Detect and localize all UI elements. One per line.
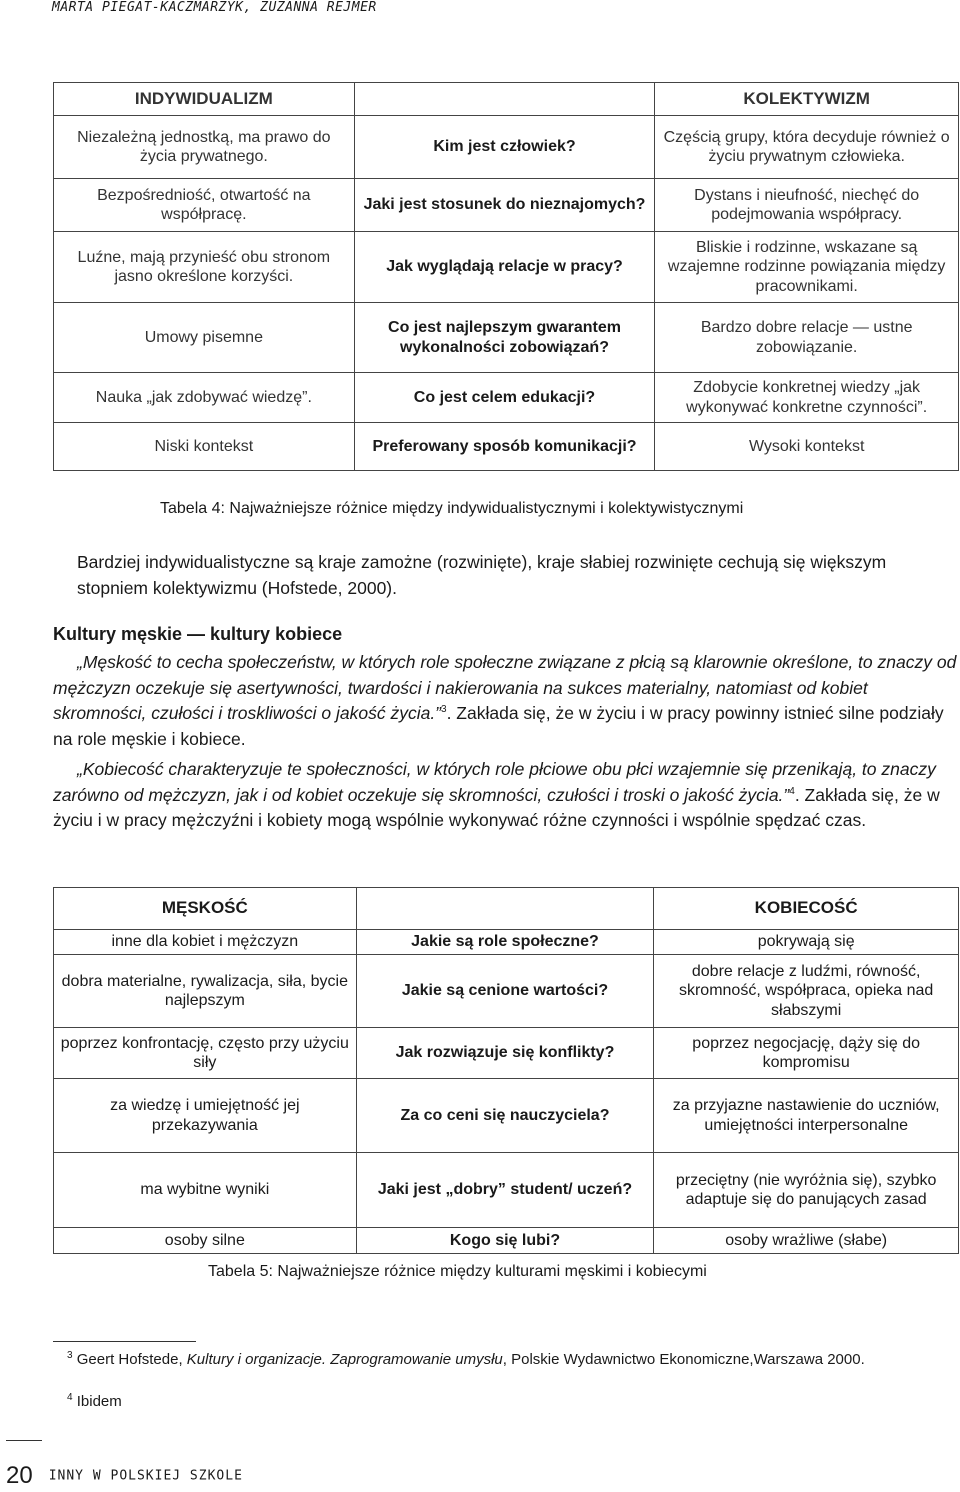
cell-left: Niski kontekst [54,423,355,471]
footnote-3 [53,1349,958,1371]
footnote-title: Kultury i organizacje. Zaprogramowanie umysłu [186,1351,503,1368]
cell-left: ma wybitne wyniki [54,1153,357,1228]
footnote-author: Geert Hofstede, [76,1351,187,1368]
cell-left: Nauka „jak zdobywać wiedzę”. [54,373,355,423]
cell-question: Jakie są role społeczne? [356,930,654,955]
footnote-divider [53,1341,196,1342]
cell-right: Wysoki kontekst [655,423,959,471]
cell-left: osoby silne [54,1228,357,1254]
paragraph-text: . Zakłada się, że w życiu i w pracy mężczyźni i kobiety mogą wspólnie wykonywać różne czynności i wspólnie spędzać czas. [53,784,940,830]
table-row [54,303,959,373]
header-empty [356,888,654,930]
footnote-text: Ibidem [76,1393,122,1410]
cell-question: Kogo się lubi? [356,1228,654,1254]
table-row [54,1079,959,1153]
table-row [54,373,959,423]
table-row [54,423,959,471]
cell-left: poprzez konfrontację, często przy użyciu siły [54,1028,357,1079]
footnote-4 [53,1391,960,1413]
table-individualism-collectivism [53,82,959,471]
page-footer [6,1462,243,1490]
cell-right: Zdobycie konkretnej wiedzy „jak wykonywać konkretne czynności”. [655,373,959,423]
cell-question: Jak wyglądają relacje w pracy? [354,232,655,303]
table4-caption: Tabela 4: Najważniejsze różnice między indywidualistycznymi i kolektywistycznymi [160,500,744,517]
table-row [54,232,959,303]
cell-question: Jak rozwiązuje się konflikty? [356,1028,654,1079]
cell-left: inne dla kobiet i mężczyzn [54,930,357,955]
running-head: MARTA PIEGAT-KACZMARZYK, ZUZANNA REJMER [52,0,377,15]
page-number: 20 [6,1462,33,1489]
cell-question: Preferowany sposób komunikacji? [354,423,655,471]
header-masculinity: MĘSKOŚĆ [54,888,357,930]
cell-left: Niezależną jednostką, ma prawo do życia prywatnego. [54,116,355,179]
table-row [54,179,959,232]
cell-question: Jaki jest stosunek do nieznajomych? [354,179,655,232]
cell-left: Bezpośredniość, otwartość na współpracę. [54,179,355,232]
journal-name: INNY W POLSKIEJ SZKOLE [48,1468,243,1484]
table-row [54,1228,959,1254]
cell-right: dobre relacje z ludźmi, równość, skromność, współpraca, opieka nad słabszymi [654,955,959,1028]
cell-right: poprzez negocjację, dąży się do kompromisu [654,1028,959,1079]
paragraph-text: . Zakłada się, że w życiu i w pracy powinny istnieć silne podziały na role męskie i kobiece. [53,703,944,749]
cell-question: Co jest celem edukacji? [354,373,655,423]
cell-question: Kim jest człowiek? [354,116,655,179]
header-femininity: KOBIECOŚĆ [654,888,959,930]
cell-question: Co jest najlepszym gwarantem wykonalności zobowiązań? [354,303,655,373]
table-row [54,1028,959,1079]
cell-right: Dystans i nieufność, niechęć do podejmowania współpracy. [655,179,959,232]
cell-right: Bliskie i rodzinne, wskazane są wzajemne rodzinne powiązania między pracownikami. [655,232,959,303]
table-masculinity-femininity [53,887,959,1254]
cell-left: dobra materialne, rywalizacja, siła, bycie najlepszym [54,955,357,1028]
cell-question: Jakie są cenione wartości? [356,955,654,1028]
paragraph-femininity [53,757,958,834]
cell-question: Jaki jest „dobry” student/ uczeń? [356,1153,654,1228]
cell-right: Bardzo dobre relacje — ustne zobowiązanie. [655,303,959,373]
footnote-number: 4 [67,1392,73,1403]
table-row [54,1153,959,1228]
header-collectivism: KOLEKTYWIZM [655,83,959,116]
table-row [54,116,959,179]
cell-left: Luźne, mają przynieść obu stronom jasno określone korzyści. [54,232,355,303]
footer-divider [6,1440,42,1441]
footnote-ref: 3 [441,704,447,716]
cell-left: Umowy pisemne [54,303,355,373]
table5-caption: Tabela 5: Najważniejsze różnice między kulturami męskimi i kobiecymi [208,1263,707,1280]
header-individualism: INDYWIDUALIZM [54,83,355,116]
footnote-ref: 4 [789,785,795,797]
footnote-number: 3 [67,1350,73,1361]
cell-right: pokrywają się [654,930,959,955]
paragraph-text: Bardziej indywidualistyczne są kraje zamożne (rozwinięte), kraje słabiej rozwinięte cechują się większym stopniem kolektywizmu (Hofstede, 2000). [77,552,887,598]
cell-right: osoby wrażliwe (słabe) [654,1228,959,1254]
cell-right: przeciętny (nie wyróżnia się), szybko adaptuje się do panujących zasad [654,1153,959,1228]
paragraph-individualism [53,550,958,601]
paragraph-masculinity [53,650,958,752]
cell-question: Za co ceni się nauczyciela? [356,1079,654,1153]
table-row [54,930,959,955]
footnote-text: , Polskie Wydawnictwo Ekonomiczne,Warszawa 2000. [502,1351,865,1368]
quote-femininity: „Kobiecość charakteryzuje te społeczności, w których role płciowe obu płci wzajemnie się przenikają, to znaczy zarówno od mężczyzn, jak i od kobiet oczekuje się skromności, czułości i troski o jakość życia.” [53,759,936,805]
quote-masculinity: „Męskość to cecha społeczeństw, w których role społeczne związane z płcią są klarownie określone, to znaczy od mężczyzn oczekuje się asertywności, twardości i nakierowania na sukces materialny, natomiast od kobiet skromności, czułości i troskliwości o jakość życia.” [53,652,957,723]
table-row [54,955,959,1028]
header-empty [354,83,655,116]
cell-right: Częścią grupy, która decyduje również o życiu prywatnym człowieka. [655,116,959,179]
cell-left: za wiedzę i umiejętność jej przekazywania [54,1079,357,1153]
section-title: Kultury męskie — kultury kobiece [53,624,343,644]
cell-right: za przyjazne nastawienie do uczniów, umiejętności interpersonalne [654,1079,959,1153]
